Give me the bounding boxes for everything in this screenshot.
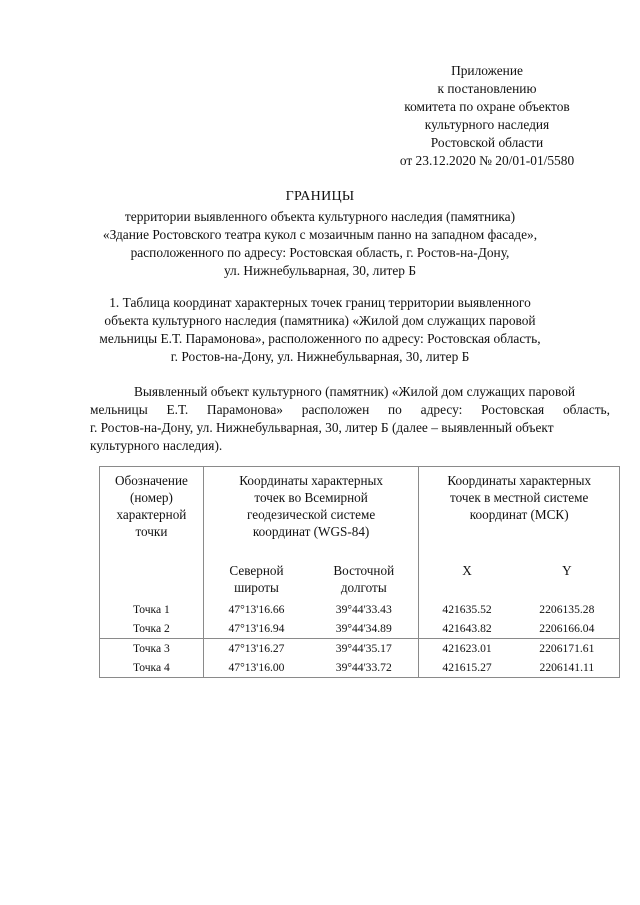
caption-line: 1. Таблица координат характерных точек границ территории выявленного [109,295,531,310]
coordinates-table [99,466,620,678]
cell-longitude: 39°44'35.17 [309,639,419,659]
appendix-line: комитета по охране объектов [404,99,570,114]
caption-line: мельницы Е.Т. Парамонова», расположенного по адресу: Ростовская область, [99,331,541,346]
caption-line: г. Ростов-на-Дону, ул. Нижнебульварная, 30, литер Б [170,349,470,364]
paragraph-line: мельницы Е.Т. Парамонова» расположен по адресу: Ростовская область, [90,402,610,417]
table-row [100,639,620,659]
cell-latitude: 47°13'16.94 [228,622,285,635]
cell-point: Точка 4 [100,658,204,678]
subheader-y: Y [515,546,620,600]
subheader-longitude: Восточной долготы [309,546,419,600]
cell-x: 421635.52 [442,603,492,616]
subheader-x: X [462,563,472,578]
heading-line: расположенного по адресу: Ростовская область, г. Ростов-на-Дону, [130,245,510,260]
cell-y: 2206135.28 [515,600,620,619]
subheader-latitude: Северной широты [229,563,284,595]
cell-x: 421643.82 [442,622,492,635]
header-wgs84: Координаты характерных точек во Всемирной геодезической системе координат (WGS-84) [203,467,419,547]
heading-line: территории выявленного объекта культурного наследия (памятника) [124,209,516,224]
cell-x: 421615.27 [419,658,515,678]
appendix-line: Ростовской области [430,135,544,150]
cell-point: Точка 1 [100,600,204,619]
paragraph-line: культурного наследия). [90,438,223,453]
appendix-date-line: от 23.12.2020 № 20/01-01/5580 [399,153,575,168]
cell-longitude: 39°44'33.72 [309,658,419,678]
paragraph-line: Выявленный объект культурного (памятник) «Жилой дом служащих паровой [134,384,576,399]
heading-line: ул. Нижнебульварная, 30, литер Б [223,263,417,278]
cell-longitude: 39°44'33.43 [309,600,419,619]
table-row [100,619,620,639]
table-header-row [100,467,620,547]
appendix-line: к постановлению [437,81,537,96]
table-row [100,658,620,678]
cell-latitude: 47°13'16.66 [228,603,285,616]
document-title: ГРАНИЦЫ [285,189,355,204]
cell-y: 2206166.04 [515,619,620,639]
table-caption [60,294,580,366]
body-paragraph [90,383,610,455]
appendix-line: культурного наследия [424,117,550,132]
appendix-block [372,62,602,170]
cell-latitude: 47°13'16.00 [203,658,309,678]
cell-latitude: 47°13'16.27 [203,639,309,659]
header-designation: Обозначение (номер) характерной точки [100,467,204,601]
caption-line: объекта культурного наследия (памятника) «Жилой дом служащих паровой [104,313,536,328]
heading-line: «Здание Ростовского театра кукол с мозаичным панно на западном фасаде», [102,227,538,242]
cell-x: 421623.01 [419,639,515,659]
cell-longitude: 39°44'34.89 [309,619,419,639]
cell-point: Точка 2 [100,619,204,639]
cell-y: 2206141.11 [515,658,620,678]
cell-y: 2206171.61 [515,639,620,659]
header-msk: Координаты характерных точек в местной системе координат (МСК) [419,467,620,547]
paragraph-line: г. Ростов-на-Дону, ул. Нижнебульварная, 30, литер Б (далее – выявленный объект [90,420,554,435]
document-heading [60,188,580,280]
cell-point: Точка 3 [100,639,204,659]
appendix-line: Приложение [451,63,523,78]
table-row [100,600,620,619]
